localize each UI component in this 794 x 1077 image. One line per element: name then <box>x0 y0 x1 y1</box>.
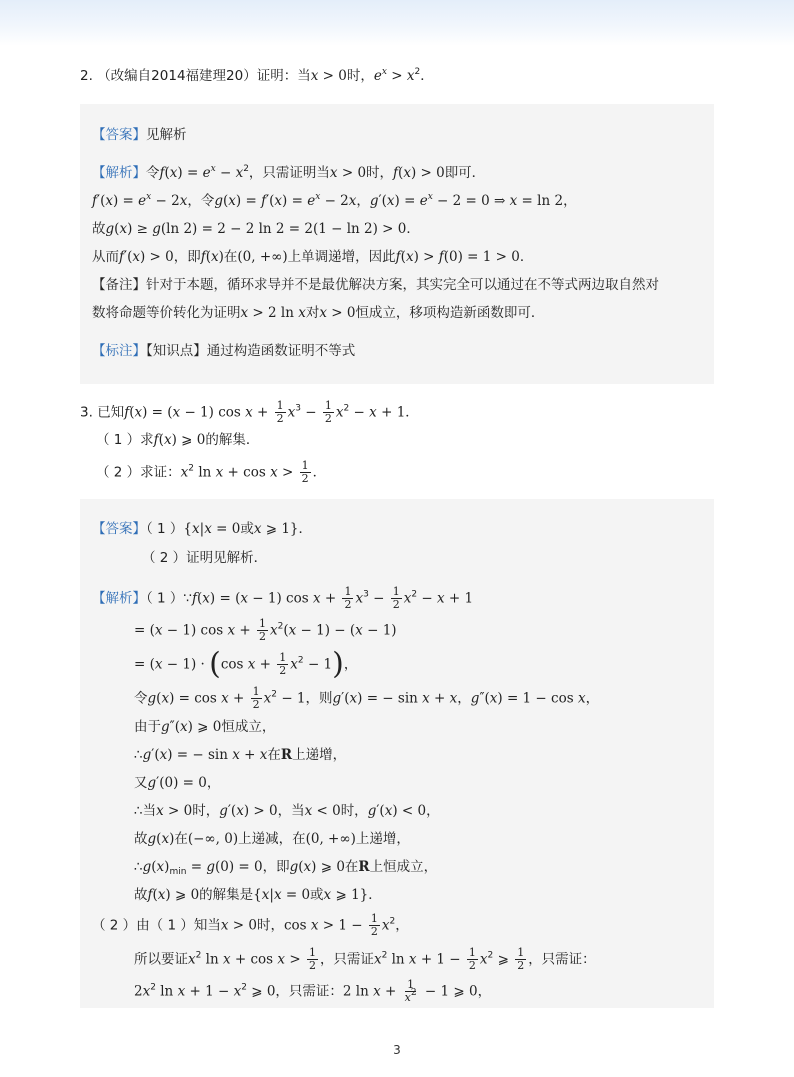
page-number: 3 <box>393 1043 401 1057</box>
note-line-1: 【备注】针对于本题，循环求导并不是最优解决方案，其实完全可以通过在不等式两边取自然对 <box>92 277 659 293</box>
problem-3-sub-2: （ 2 ）求证：$x^2$ ln x + cos x > $\frac{1}{2}$ ． <box>96 459 327 485</box>
analysis-line-12: （ 2 ）由（ 1 ）知当x > 0时，cos x > 1 − $\frac{1}{2}$ $x^2$， <box>92 912 409 938</box>
problem-2: 2. （改编自2014福建理20）证明：当x > 0时，$e^x > x^2$． <box>80 67 434 84</box>
mark-row: 【标注】【知识点】通过构造函数证明不等式 <box>92 343 356 359</box>
answer-tag: 【答案】 <box>92 127 146 143</box>
analysis-line-2: = (x − 1) cos x + $\frac{1}{2}$ $x^2(x - 1) - (x - 1)$ <box>134 617 397 643</box>
analysis-line-13: 所以要证$x^2$ ln x + cos x > $\frac{1}{2}$ ，只需证$x^2$ ln x + 1 − $\frac{1}{2}$ $x^2$ ⩾ $\frac{1}{2}$ ，只需证： <box>134 946 596 972</box>
answer-tag: 【答案】 <box>92 521 146 537</box>
header-band <box>0 0 794 46</box>
analysis-tag: 【解析】 <box>92 590 146 607</box>
analysis-line-4: 令g(x) = cos x + $\frac{1}{2}$ $x^2 - 1$，则g′(x) = − sin x + x，g″(x) = 1 − cos x， <box>134 685 600 711</box>
problem-number: 2. <box>80 68 93 84</box>
problem-source: （改编自2014福建理20）证明：当 <box>97 68 311 84</box>
analysis-line-9: 故g(x)在(−∞, 0)上递减，在(0, +∞)上递增， <box>134 831 410 847</box>
analysis-tag: 【解析】 <box>92 165 146 181</box>
problem-3-sub-1: （ 1 ）求f(x) ⩾ 0的解集． <box>96 432 260 448</box>
mark-tag: 【标注】 <box>92 343 146 359</box>
analysis-line-14: $2x^2$ $\ln x + 1 - x^2$ ⩾ 0，只需证：2 ln x + $\frac{1}{x^2}$ − 1 ⩾ 0， <box>134 978 492 1004</box>
note-line-2: 数将命题等价转化为证明x > 2 ln x对x > 0恒成立，移项构造新函数即可． <box>92 305 545 321</box>
solution-panel-2 <box>80 104 714 384</box>
analysis-line-10: $\therefore g(x)_{min} = g(0) = 0$，即g(x) ⩾ 0在R上恒成立， <box>134 859 438 877</box>
analysis-line-5: 由于g″(x) ⩾ 0恒成立， <box>134 719 276 735</box>
analysis-line-7: 又g′(0) = 0， <box>134 775 221 791</box>
analysis-line-2: $f'(x) = e^x - 2x$，令$g(x) = f'(x) = e^x - 2x$，$g'(x) = e^x - 2 = 0$ ⇒ x = ln 2， <box>92 192 577 209</box>
analysis-line-3: = (x − 1) · (cos x + $\frac{1}{2}$ $x^2 - 1$)， <box>134 646 358 682</box>
analysis-line-3: 故g(x) ≥ g(ln 2) = 2 − 2 ln 2 = 2(1 − ln 2) > 0． <box>92 221 420 237</box>
solution-panel-3 <box>80 499 714 1008</box>
answer-row: 【答案】见解析 <box>92 127 187 143</box>
analysis-line-6: ∴g′(x) = − sin x + x在R上递增， <box>134 747 347 763</box>
analysis-line-4: 从而f′(x) > 0，即f(x)在(0, +∞)上单调递增，因此f(x) > f(0) = 1 > 0． <box>92 249 534 265</box>
problem-3: 3. 已知f(x) = (x − 1) cos x + $\frac{1}{2}$ $x^3$ − $\frac{1}{2}$ $x^2 - x + 1$． <box>80 399 419 425</box>
analysis-line-8: ∴当x > 0时，g′(x) > 0，当x < 0时，g′(x) < 0， <box>134 803 440 819</box>
answer-row-2: （ 2 ）证明见解析． <box>142 550 268 566</box>
answer-row: 【答案】（ 1 ）{x|x = 0或x ⩾ 1}． <box>92 521 313 537</box>
analysis-line-1: 【解析】（ 1 ）∵f(x) = (x − 1) cos x + $\frac{1}{2}$ $x^3$ − $\frac{1}{2}$ $x^2 - x + 1$ <box>92 585 474 611</box>
analysis-line-1: 【解析】令$f(x) = e^x - x^2$，只需证明当x > 0时，f(x) > 0即可． <box>92 164 486 181</box>
analysis-line-11: 故f(x) ⩾ 0的解集是{x|x = 0或x ⩾ 1}． <box>134 887 382 903</box>
problem-number: 3. <box>80 404 93 421</box>
